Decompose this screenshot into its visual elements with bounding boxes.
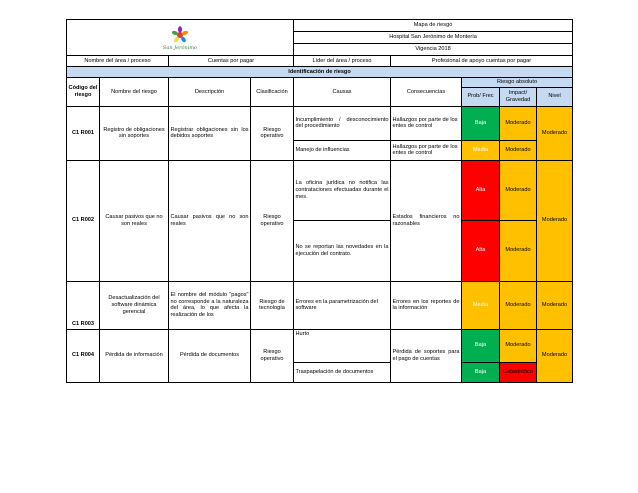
leader-value: Profesional de apoyo cuentas por pagar xyxy=(391,56,573,67)
table-row xyxy=(67,281,573,329)
level-badge: Moderado xyxy=(537,329,573,382)
risk-classification: Riesgo operativo xyxy=(251,329,294,382)
prob-badge: Media xyxy=(462,281,500,329)
impact-badge: Moderado xyxy=(500,106,537,140)
risk-classification: Riesgo de tecnología xyxy=(251,281,294,329)
page-title: Mapa de riesgo xyxy=(294,20,573,32)
risk-classification: Riesgo operativo xyxy=(251,160,294,281)
risk-cause: Errores en la parametrización del software xyxy=(294,281,391,329)
risk-cause: Hurto xyxy=(294,329,391,362)
level-badge: Moderado xyxy=(537,160,573,281)
impact-badge: Moderado xyxy=(500,329,537,362)
prob-badge: Baja xyxy=(462,106,500,140)
prob-badge: Baja xyxy=(462,362,500,382)
prob-badge: Alta xyxy=(462,160,500,220)
impact-badge: Moderado xyxy=(500,220,537,281)
impact-badge: Moderado xyxy=(500,281,537,329)
level-badge: Moderado xyxy=(537,281,573,329)
risk-description: Registrar obligaciones sin los debidos soportes xyxy=(169,106,251,160)
risk-consequence: Errores en los reportes de la información xyxy=(391,281,462,329)
prob-badge: Baja xyxy=(462,329,500,362)
col-code: Código del riesgo xyxy=(67,78,100,107)
risk-cause: Traspapelación de documentos xyxy=(294,362,391,382)
risk-cause: Manejo de influencias xyxy=(294,140,391,160)
impact-badge: Moderado xyxy=(500,160,537,220)
col-level: Nivel xyxy=(537,87,573,106)
col-classification: Clasificación xyxy=(251,78,294,107)
vigencia: Vigencia 2018 xyxy=(294,44,573,56)
risk-map-table xyxy=(66,19,573,383)
risk-consequence: Hallazgos por parte de los entes de control xyxy=(391,106,462,140)
area-value: Cuentas por pagar xyxy=(169,56,294,67)
impact-badge: Catastrófico xyxy=(500,362,537,382)
risk-code: C1 R001 xyxy=(67,106,100,160)
table-row xyxy=(67,106,573,140)
risk-description: Causar pasivos que no son reales xyxy=(169,160,251,281)
risk-description: Pérdida de documentos xyxy=(169,329,251,382)
logo-cell xyxy=(67,20,294,56)
impact-badge: Moderado xyxy=(500,140,537,160)
risk-description: El nombre del módulo "pagos" no corresponde a la naturaleza del área, lo que afecta la realización de los xyxy=(169,281,251,329)
col-prob: Prob/ Frec xyxy=(462,87,500,106)
level-badge: Moderado xyxy=(537,106,573,160)
table-row xyxy=(67,329,573,362)
risk-cause: No se reportan las novedades en la ejecución del contrato. xyxy=(294,220,391,281)
risk-consequence: Pérdida de soportes para el pago de cuentas xyxy=(391,329,462,382)
area-label: Nombre del área / proceso xyxy=(67,56,169,67)
prob-badge: Media xyxy=(462,140,500,160)
risk-name: Pérdida de información xyxy=(100,329,169,382)
risk-code: C1 R002 xyxy=(67,160,100,281)
risk-consequence: Hallazgos por parte de los entes de control xyxy=(391,140,462,160)
hospital-name: Hospital San Jerónimo de Montería xyxy=(294,32,573,44)
col-name: Nombre del riesgo xyxy=(100,78,169,107)
risk-code: C1 R003 xyxy=(67,281,100,329)
table-row xyxy=(67,160,573,220)
risk-code: C1 R004 xyxy=(67,329,100,382)
leader-label: Líder del área / proceso xyxy=(294,56,391,67)
risk-name: Registro de obligaciones sin soportes xyxy=(100,106,169,160)
risk-name: Causar pasivos que no son reales xyxy=(100,160,169,281)
col-absolute: Riesgo absoluto xyxy=(462,78,573,88)
col-impact: Impact/ Gravedad xyxy=(500,87,537,106)
prob-badge: Alta xyxy=(462,220,500,281)
risk-consequence: Estados financieros no razonables xyxy=(391,160,462,281)
col-description: Descripción xyxy=(169,78,251,107)
logo-text: San Jerónimo xyxy=(162,44,198,51)
col-causes: Causas xyxy=(294,78,391,107)
risk-cause: Incumplimiento / desconocimiento del procedimiento xyxy=(294,106,391,140)
risk-name: Desactualización del software dinámica gerencial xyxy=(100,281,169,329)
section-title: Identificación de riesgo xyxy=(67,67,573,78)
hospital-logo xyxy=(160,25,200,51)
risk-cause: La oficina jurídica no notifica las contrataciones efectuadas durante el mes. xyxy=(294,160,391,220)
risk-classification: Riesgo operativo xyxy=(251,106,294,160)
col-consequences: Consecuencias xyxy=(391,78,462,107)
